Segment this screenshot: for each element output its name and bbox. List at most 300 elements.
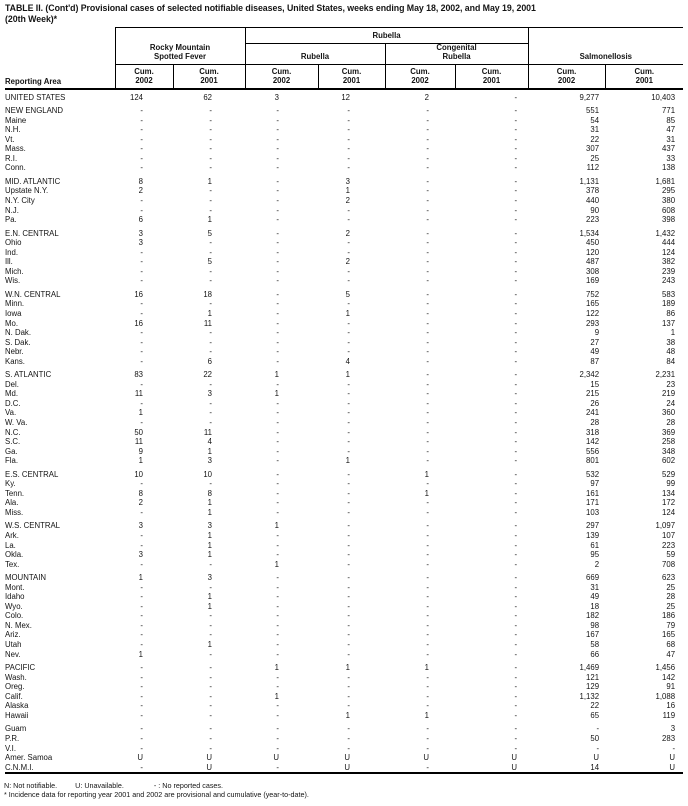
value-cell: 99 xyxy=(666,479,676,489)
table-row xyxy=(5,659,683,673)
value-cell: - xyxy=(514,521,518,531)
value-cell: 10,403 xyxy=(651,92,676,102)
value-cell: 15 xyxy=(590,379,600,389)
value-cell: 84 xyxy=(666,356,676,366)
notifiable-diseases-table xyxy=(5,27,683,774)
table-row xyxy=(5,489,683,499)
value-cell: 6 xyxy=(207,356,212,366)
value-cell: - xyxy=(347,328,350,338)
value-cell: 1 xyxy=(138,456,143,466)
value-cell: - xyxy=(209,347,212,357)
value-cell: 68 xyxy=(666,640,676,650)
value-cell: - xyxy=(140,134,143,144)
value-cell: - xyxy=(514,456,518,466)
reporting-area-cell: Ohio xyxy=(5,238,22,248)
value-cell: - xyxy=(347,266,350,276)
value-cell: 1 xyxy=(207,550,212,560)
reporting-area-cell: Del. xyxy=(5,379,19,389)
value-cell: 12 xyxy=(341,92,350,102)
value-cell: - xyxy=(209,620,212,630)
reporting-area-cell: W.S. CENTRAL xyxy=(5,521,61,531)
value-cell: U xyxy=(511,753,518,763)
value-cell: - xyxy=(514,710,518,720)
value-cell: 165 xyxy=(662,630,676,640)
value-cell: - xyxy=(426,559,429,569)
value-cell: 1 xyxy=(274,389,279,399)
value-cell: - xyxy=(140,531,143,541)
value-cell: - xyxy=(514,630,518,640)
value-cell: - xyxy=(209,106,212,116)
value-cell: - xyxy=(140,115,143,125)
value-cell: 16 xyxy=(134,318,143,328)
value-cell: 243 xyxy=(662,276,676,286)
table-row xyxy=(5,569,683,583)
value-cell: - xyxy=(209,630,212,640)
value-cell: - xyxy=(209,205,212,215)
table-row xyxy=(5,328,683,338)
value-cell: - xyxy=(209,195,212,205)
value-cell: - xyxy=(514,370,518,380)
table-row xyxy=(5,763,683,774)
value-cell: 1 xyxy=(274,559,279,569)
value-cell: - xyxy=(347,724,350,734)
table-row xyxy=(5,380,683,390)
value-cell: - xyxy=(276,630,279,640)
value-cell: - xyxy=(276,531,279,541)
reporting-area-cell: Upstate N.Y. xyxy=(5,186,49,196)
value-cell: - xyxy=(514,640,518,650)
value-cell: - xyxy=(140,507,143,517)
value-cell: - xyxy=(276,446,279,456)
value-cell: - xyxy=(426,134,429,144)
table-row xyxy=(5,276,683,286)
value-cell: - xyxy=(426,115,429,125)
value-cell: 119 xyxy=(662,710,676,720)
value-cell: - xyxy=(209,743,212,753)
value-cell: - xyxy=(347,215,350,225)
value-cell: - xyxy=(514,266,518,276)
value-cell: - xyxy=(140,663,143,673)
table-title-line2: (20th Week)* xyxy=(5,13,58,24)
value-cell: 16 xyxy=(666,701,676,711)
value-cell: 24 xyxy=(666,398,676,408)
value-cell: - xyxy=(276,540,279,550)
value-cell: 138 xyxy=(662,163,676,173)
value-cell: - xyxy=(347,276,350,286)
value-cell: 103 xyxy=(586,507,600,517)
value-cell: - xyxy=(514,649,518,659)
value-cell: - xyxy=(140,540,143,550)
value-cell: - xyxy=(140,299,143,309)
value-cell: 623 xyxy=(662,573,676,583)
value-cell: 28 xyxy=(590,418,600,427)
value-cell: 771 xyxy=(662,106,676,116)
table-row xyxy=(5,206,683,216)
value-cell: - xyxy=(347,649,350,659)
table-row xyxy=(5,238,683,248)
reporting-area-cell: Ariz. xyxy=(5,630,21,640)
table-row xyxy=(5,560,683,570)
value-cell: - xyxy=(276,649,279,659)
value-cell: - xyxy=(347,437,350,447)
value-cell: - xyxy=(426,762,429,772)
value-cell: 107 xyxy=(662,531,676,541)
value-cell: - xyxy=(209,328,212,338)
reporting-area-cell: Ill. xyxy=(5,257,13,267)
table-row xyxy=(5,517,683,531)
value-cell: - xyxy=(596,743,600,753)
value-cell: 241 xyxy=(586,408,600,418)
value-cell: 23 xyxy=(666,379,676,389)
reporting-area-cell: C.N.M.I. xyxy=(5,762,34,772)
value-cell: - xyxy=(426,106,429,116)
value-cell: 61 xyxy=(590,540,600,550)
table-row xyxy=(5,720,683,734)
value-cell: 3 xyxy=(138,228,143,238)
value-cell: - xyxy=(276,228,279,238)
value-cell: 3 xyxy=(670,724,676,734)
footnote-n: N: Not notifiable. xyxy=(4,781,58,790)
value-cell: - xyxy=(426,389,429,399)
table-row xyxy=(5,215,683,225)
value-cell: 10 xyxy=(203,469,212,479)
footnote-star: * Incidence data for reporting year 2001 and 2002 are provisional and cumulative (year-to-date). xyxy=(4,790,309,800)
value-cell: - xyxy=(347,743,350,753)
table-body xyxy=(5,89,683,774)
value-cell: - xyxy=(276,582,279,592)
table-row xyxy=(5,682,683,692)
value-cell: - xyxy=(514,559,518,569)
footnote-dash: - : No reported cases. xyxy=(153,781,224,790)
value-cell: - xyxy=(426,195,429,205)
reporting-area-cell: S.C. xyxy=(5,437,21,447)
value-cell: 307 xyxy=(586,144,600,154)
table-row xyxy=(5,248,683,258)
value-cell: - xyxy=(276,498,279,508)
value-cell: - xyxy=(347,106,350,116)
congenital-line2: Rubella xyxy=(442,52,471,62)
value-cell: - xyxy=(514,356,518,366)
reporting-area-cell: Kans. xyxy=(5,356,25,366)
value-cell: - xyxy=(276,328,279,338)
value-cell: 1 xyxy=(274,521,279,531)
value-cell: - xyxy=(347,601,350,611)
table-row xyxy=(5,447,683,457)
value-cell: - xyxy=(209,724,212,734)
value-cell: - xyxy=(514,620,518,630)
value-cell: 295 xyxy=(662,186,676,196)
table-row xyxy=(5,550,683,560)
value-cell: - xyxy=(140,163,143,173)
value-cell: 165 xyxy=(586,299,600,309)
value-cell: 28 xyxy=(666,418,676,427)
value-cell: 378 xyxy=(586,186,600,196)
table-row xyxy=(5,408,683,418)
value-cell: - xyxy=(514,582,518,592)
value-cell: - xyxy=(347,115,350,125)
value-cell: - xyxy=(276,611,279,621)
value-cell: U xyxy=(137,753,143,763)
table-row xyxy=(5,357,683,367)
reporting-area-cell: Ky. xyxy=(5,479,16,489)
value-cell: 2 xyxy=(345,195,350,205)
table-row xyxy=(5,286,683,300)
value-cell: 5 xyxy=(345,289,350,299)
value-cell: - xyxy=(140,195,143,205)
value-cell: - xyxy=(209,611,212,621)
value-cell: - xyxy=(140,125,143,135)
reporting-area-cell: Alaska xyxy=(5,701,29,711)
value-cell: 4 xyxy=(345,356,350,366)
value-cell: 1 xyxy=(207,540,212,550)
value-cell: - xyxy=(514,437,518,447)
table-row xyxy=(5,583,683,593)
value-cell: - xyxy=(276,205,279,215)
value-cell: 2,231 xyxy=(655,370,676,380)
value-cell: 25 xyxy=(666,582,676,592)
value-cell: - xyxy=(140,682,143,692)
value-cell: - xyxy=(426,289,429,299)
value-cell: - xyxy=(276,289,279,299)
value-cell: - xyxy=(426,437,429,447)
value-cell: - xyxy=(514,540,518,550)
table-row xyxy=(5,257,683,267)
value-cell: - xyxy=(672,743,676,753)
value-cell: 1 xyxy=(207,308,212,318)
value-cell: - xyxy=(347,540,350,550)
value-cell: - xyxy=(276,125,279,135)
value-cell: 708 xyxy=(662,559,676,569)
value-cell: 1,088 xyxy=(655,691,676,701)
table-row xyxy=(5,734,683,744)
value-cell: 3 xyxy=(207,521,212,531)
value-cell: 308 xyxy=(586,266,600,276)
value-cell: 27 xyxy=(590,337,600,347)
value-cell: - xyxy=(347,469,350,479)
value-cell: 440 xyxy=(586,195,600,205)
value-cell: 293 xyxy=(586,318,600,328)
reporting-area-cell: Tex. xyxy=(5,559,20,569)
value-cell: - xyxy=(426,611,429,621)
value-cell: U xyxy=(423,753,429,763)
value-cell: - xyxy=(347,398,350,408)
value-cell: 1,469 xyxy=(579,663,600,673)
value-cell: - xyxy=(426,521,429,531)
value-cell: - xyxy=(514,601,518,611)
value-cell: - xyxy=(426,418,429,427)
value-cell: 9,277 xyxy=(579,92,600,102)
value-cell: 1,534 xyxy=(579,228,600,238)
value-cell: - xyxy=(209,733,212,743)
table-row xyxy=(5,116,683,126)
value-cell: - xyxy=(426,446,429,456)
value-cell: - xyxy=(426,247,429,257)
value-cell: 669 xyxy=(586,573,600,583)
value-cell: 11 xyxy=(134,437,143,447)
value-cell: 223 xyxy=(586,215,600,225)
value-cell: - xyxy=(276,488,279,498)
reporting-area-cell: W. Va. xyxy=(5,418,28,427)
rmsf-line2: Spotted Fever xyxy=(154,52,206,62)
value-cell: - xyxy=(276,238,279,248)
value-cell: - xyxy=(209,701,212,711)
value-cell: 14 xyxy=(590,762,600,772)
value-cell: - xyxy=(514,691,518,701)
value-cell: 3 xyxy=(207,456,212,466)
value-cell: - xyxy=(209,337,212,347)
value-cell: - xyxy=(347,318,350,328)
value-cell: 129 xyxy=(586,682,600,692)
table-row xyxy=(5,196,683,206)
value-cell: - xyxy=(514,153,518,163)
congenital-rubella-group-header xyxy=(385,44,528,65)
value-cell: 47 xyxy=(666,649,676,659)
value-cell: - xyxy=(276,215,279,225)
value-cell: - xyxy=(347,125,350,135)
value-cell: - xyxy=(426,337,429,347)
value-cell: - xyxy=(209,682,212,692)
value-cell: - xyxy=(426,479,429,489)
value-cell: - xyxy=(347,498,350,508)
value-cell: - xyxy=(347,507,350,517)
value-cell: - xyxy=(426,318,429,328)
value-cell: 437 xyxy=(662,144,676,154)
value-cell: - xyxy=(514,318,518,328)
value-cell: U xyxy=(206,762,212,772)
footnote-u: U: Unavailable. xyxy=(75,781,124,790)
value-cell: - xyxy=(140,328,143,338)
value-cell: - xyxy=(209,247,212,257)
value-cell: - xyxy=(347,446,350,456)
value-cell: - xyxy=(426,691,429,701)
value-cell: - xyxy=(347,531,350,541)
value-cell: - xyxy=(514,289,518,299)
value-cell: - xyxy=(426,125,429,135)
value-cell: - xyxy=(140,672,143,682)
value-cell: 86 xyxy=(666,308,676,318)
value-cell: - xyxy=(276,115,279,125)
value-cell: - xyxy=(347,238,350,248)
value-cell: 48 xyxy=(666,347,676,357)
value-cell: - xyxy=(209,276,212,286)
value-cell: - xyxy=(347,418,350,427)
value-cell: - xyxy=(209,559,212,569)
reporting-area-cell: Colo. xyxy=(5,611,24,621)
value-cell: - xyxy=(140,620,143,630)
value-cell: - xyxy=(426,228,429,238)
table-row xyxy=(5,144,683,154)
value-cell: - xyxy=(514,228,518,238)
value-cell: 1,681 xyxy=(655,176,676,186)
value-cell: 2 xyxy=(138,186,143,196)
value-cell: - xyxy=(347,521,350,531)
table-row xyxy=(5,89,683,103)
value-cell: - xyxy=(140,743,143,753)
value-cell: - xyxy=(140,701,143,711)
reporting-area-cell: Md. xyxy=(5,389,18,399)
value-cell: - xyxy=(426,724,429,734)
value-cell: - xyxy=(514,299,518,309)
table-row xyxy=(5,753,683,763)
value-cell: - xyxy=(209,153,212,163)
value-cell: U xyxy=(344,753,350,763)
value-cell: - xyxy=(140,640,143,650)
table-row xyxy=(5,630,683,640)
value-cell: - xyxy=(514,398,518,408)
value-cell: - xyxy=(426,347,429,357)
value-cell: 189 xyxy=(662,299,676,309)
value-cell: - xyxy=(347,144,350,154)
value-cell: - xyxy=(276,176,279,186)
reporting-area-cell: Minn. xyxy=(5,299,25,309)
value-cell: - xyxy=(426,144,429,154)
value-cell: - xyxy=(514,389,518,399)
value-cell: - xyxy=(347,682,350,692)
value-cell: 9 xyxy=(138,446,143,456)
value-cell: 95 xyxy=(590,550,600,560)
value-cell: - xyxy=(347,488,350,498)
value-cell: - xyxy=(276,640,279,650)
value-cell: 124 xyxy=(662,507,676,517)
value-cell: 33 xyxy=(666,153,676,163)
value-cell: 1 xyxy=(345,456,350,466)
value-cell: - xyxy=(140,337,143,347)
value-cell: - xyxy=(514,238,518,248)
reporting-area-cell: Iowa xyxy=(5,308,22,318)
value-cell: - xyxy=(276,456,279,466)
value-cell: - xyxy=(209,115,212,125)
value-cell: 134 xyxy=(662,488,676,498)
value-cell: 444 xyxy=(662,238,676,248)
value-cell: - xyxy=(514,92,518,102)
reporting-area-cell: Amer. Samoa xyxy=(5,753,53,763)
value-cell: - xyxy=(276,144,279,154)
value-cell: 139 xyxy=(586,531,600,541)
value-cell: 90 xyxy=(590,205,600,215)
value-cell: - xyxy=(276,701,279,711)
value-cell: - xyxy=(276,724,279,734)
value-cell: 16 xyxy=(134,289,143,299)
value-cell: 223 xyxy=(662,540,676,550)
value-cell: 54 xyxy=(590,115,600,125)
value-cell: 22 xyxy=(590,134,600,144)
value-cell: 31 xyxy=(590,125,600,135)
value-cell: 258 xyxy=(662,437,676,447)
value-cell: 318 xyxy=(586,427,600,437)
table-row xyxy=(5,186,683,196)
value-cell: - xyxy=(140,347,143,357)
reporting-area-cell: Oreg. xyxy=(5,682,25,692)
table-row xyxy=(5,498,683,508)
value-cell: 122 xyxy=(586,308,600,318)
table-row xyxy=(5,479,683,489)
reporting-area-cell: Vt. xyxy=(5,134,15,144)
rmsf-group-header xyxy=(115,28,245,65)
col-header-congenital-2001: Cum. 2001 xyxy=(455,65,528,89)
value-cell: - xyxy=(514,724,518,734)
value-cell: 602 xyxy=(662,456,676,466)
value-cell: - xyxy=(514,592,518,602)
col-header-rubella-2002: Cum. 2002 xyxy=(245,65,318,89)
value-cell: - xyxy=(276,427,279,437)
reporting-area-cell: Idaho xyxy=(5,592,25,602)
value-cell: 26 xyxy=(590,398,600,408)
value-cell: - xyxy=(140,247,143,257)
table-row xyxy=(5,418,683,428)
value-cell: - xyxy=(140,356,143,366)
value-cell: - xyxy=(140,308,143,318)
value-cell: - xyxy=(426,379,429,389)
